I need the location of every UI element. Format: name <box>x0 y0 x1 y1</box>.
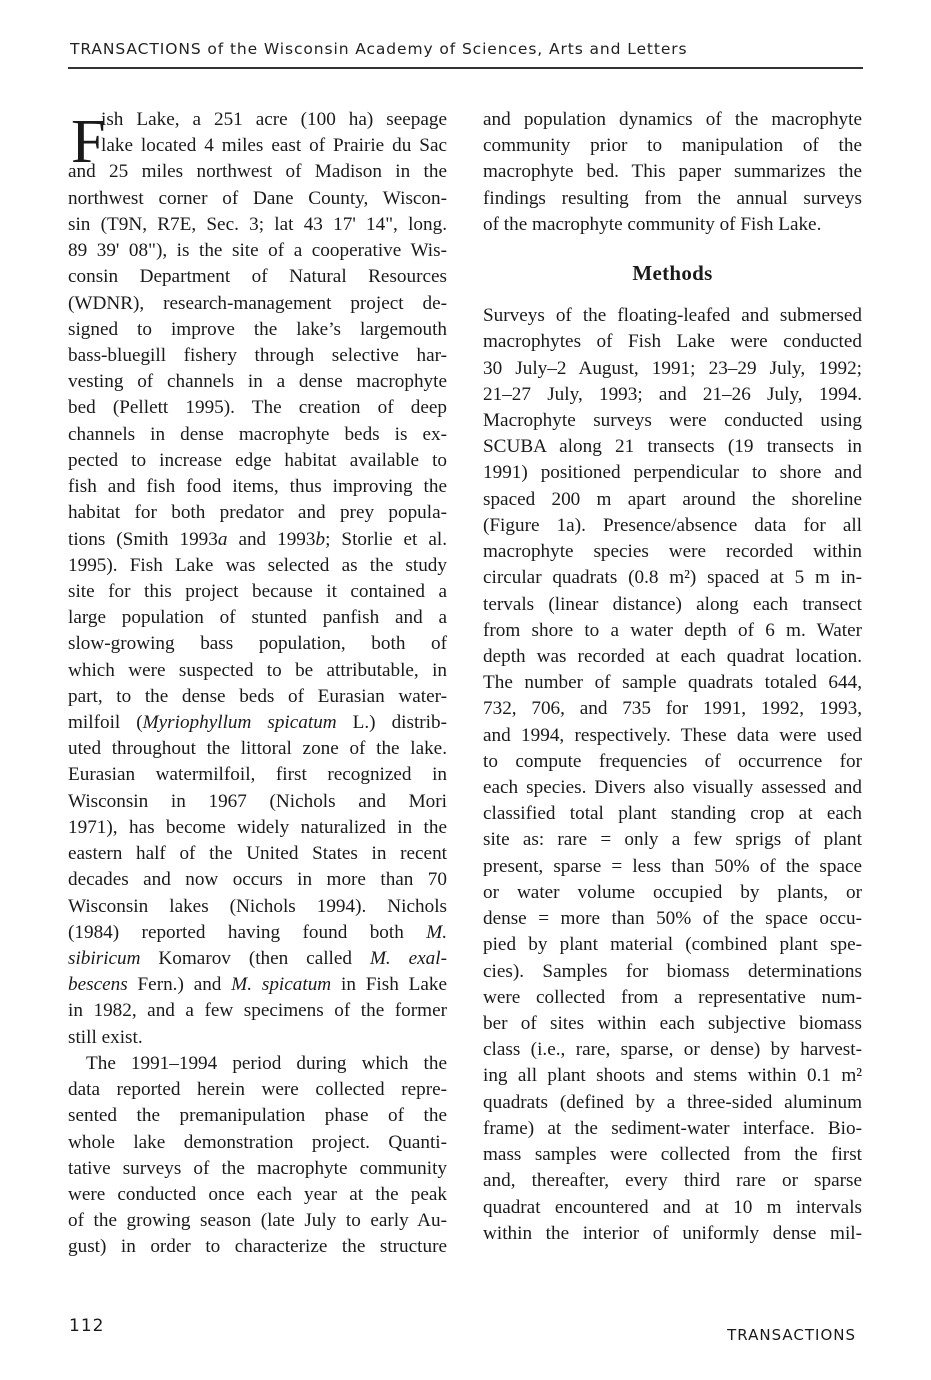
text-line: 1971), has become widely naturalized in the <box>68 816 447 838</box>
text-line <box>68 527 447 553</box>
text-line: and 25 miles northwest of Madison in the <box>68 161 447 183</box>
text-segment: milfoil ( <box>68 712 143 734</box>
methods-paragraph <box>483 303 862 1247</box>
text-line: ish Lake, a 251 acre (100 ha) seepage <box>101 109 447 130</box>
text-line: eastern half of the United States in recent <box>68 843 447 865</box>
text-line: tervals (linear distance) along each transect <box>483 593 862 615</box>
text-line: tative surveys of the macrophyte community <box>68 1157 447 1179</box>
text-line: lake located 4 miles east of Prairie du Sac <box>101 135 447 157</box>
text-line <box>68 920 447 946</box>
text-line: 21–27 July, 1993; and 21–26 July, 1994. <box>483 383 862 405</box>
text-line: community prior to manipulation of the <box>483 135 862 157</box>
text-line: classified total plant standing crop at each <box>483 803 862 825</box>
text-segment: tions (Smith 1993 <box>68 528 218 550</box>
text-line: Surveys of the floating-leafed and submersed <box>483 305 862 327</box>
text-line: findings resulting from the annual surveys <box>483 187 862 209</box>
text-line: pied by plant material (combined plant spe- <box>483 934 862 956</box>
text-line: decades and now occurs in more than 70 <box>68 869 447 891</box>
text-line: and population dynamics of the macrophyte <box>483 109 862 130</box>
text-line: Wisconsin lakes (Nichols 1994). Nichols <box>68 895 447 917</box>
text-line <box>68 710 447 736</box>
text-line: channels in dense macrophyte beds is ex- <box>68 423 447 445</box>
text-line: were conducted once each year at the peak <box>68 1183 447 1205</box>
text-segment: L.) distrib- <box>336 712 447 734</box>
text-line: 1995). Fish Lake was selected as the study <box>68 554 447 576</box>
text-line: northwest corner of Dane County, Wiscon- <box>68 187 447 209</box>
text-line: which were suspected to be attributable, in <box>68 659 447 681</box>
text-line: 732, 706, and 735 for 1991, 1992, 1993, <box>483 698 862 720</box>
text-line: The 1991–1994 period during which the <box>86 1052 447 1074</box>
drop-cap: F <box>71 108 106 176</box>
text-line: habitat for both predator and prey popula- <box>68 502 447 524</box>
italic-text: Myriophyllum spicatum <box>142 712 337 734</box>
italic-text: a <box>217 528 228 550</box>
text-line: (WDNR), research-management project de- <box>68 292 447 314</box>
italic-text: sibiricum <box>68 948 141 969</box>
left-column-body <box>68 107 447 1261</box>
paragraph <box>483 303 862 1247</box>
left-column <box>68 107 447 1261</box>
text-line: to compute frequencies of occurrence for <box>483 750 862 772</box>
text-line: of the macrophyte community of Fish Lake. <box>483 213 822 235</box>
text-line: quadrat encountered and at 10 m intervals <box>483 1196 862 1218</box>
text-line: were collected from a representative num- <box>483 986 862 1008</box>
text-line: circular quadrats (0.8 m²) spaced at 5 m in- <box>483 567 862 589</box>
text-line: fish and fish food items, thus improving the <box>68 476 447 498</box>
text-line: whole lake demonstration project. Quanti- <box>68 1131 447 1153</box>
running-head: TRANSACTIONS of the Wisconsin Academy of Sciences, Arts and Letters <box>70 40 688 58</box>
text-line: SCUBA along 21 transects (19 transects in <box>483 436 862 458</box>
text-line: dense = more than 50% of the space occu- <box>483 908 862 930</box>
text-segment: in Fish Lake <box>331 974 447 996</box>
text-line: pected to increase edge habitat available to <box>68 449 447 471</box>
text-line: part, to the dense beds of Eurasian water- <box>68 685 447 707</box>
methods-heading: Methods <box>632 261 713 286</box>
text-line: sin (T9N, R7E, Sec. 3; lat 43 17' 14", long. <box>68 213 447 235</box>
text-line: site for this project because it contained a <box>68 580 447 602</box>
text-segment: Fern.) and <box>127 974 232 996</box>
text-line <box>68 946 447 972</box>
paragraph <box>68 107 447 1051</box>
text-segment: (1984) reported having found both <box>68 921 427 943</box>
text-line: 30 July–2 August, 1991; 23–29 July, 1992; <box>483 357 862 379</box>
paragraph <box>68 1051 447 1261</box>
text-line: uted throughout the littoral zone of the lake. <box>68 738 447 760</box>
text-segment: Komarov (then called <box>140 948 370 969</box>
text-line: 1991) positioned perpendicular to shore and <box>483 462 862 484</box>
italic-text: M. <box>426 921 447 943</box>
text-line: bass-bluegill fishery through selective har- <box>68 344 447 366</box>
text-line: or water volume occupied by plants, or <box>483 881 862 903</box>
text-line: ing all plant shoots and stems within 0.1 m² <box>483 1065 862 1087</box>
text-line: still exist. <box>68 1026 143 1048</box>
text-line: macrophytes of Fish Lake were conducted <box>483 331 862 353</box>
text-line: from shore to a water depth of 6 m. Water <box>483 619 862 641</box>
text-line: and 1994, respectively. These data were used <box>483 724 862 746</box>
paragraph <box>483 107 862 238</box>
text-line: Macrophyte surveys were conducted using <box>483 409 862 431</box>
right-column <box>483 107 862 1247</box>
text-line: 89 39' 08"), is the site of a cooperative Wis- <box>68 240 447 262</box>
intro-paragraph <box>483 107 862 238</box>
text-line: each species. Divers also visually assessed and <box>483 777 862 799</box>
text-line: frame) at the sediment-water interface. Bio- <box>483 1117 862 1139</box>
text-line: macrophyte species were recorded within <box>483 541 862 563</box>
text-line: present, sparse = less than 50% of the space <box>483 855 862 877</box>
text-line: (Figure 1a). Presence/absence data for all <box>483 514 862 536</box>
text-line: class (i.e., rare, sparse, or dense) by harvest- <box>483 1039 862 1061</box>
text-line: in 1982, and a few specimens of the former <box>68 1000 447 1022</box>
text-line: gust) in order to characterize the structure <box>68 1236 447 1258</box>
journal-footer: TRANSACTIONS <box>727 1326 856 1344</box>
italic-text: M. spicatum <box>231 974 332 996</box>
page-number: 112 <box>69 1316 105 1336</box>
text-line: quadrats (defined by a three-sided aluminum <box>483 1091 862 1113</box>
text-segment: ; Storlie et al. <box>325 528 447 550</box>
text-line: spaced 200 m apart around the shoreline <box>483 488 862 510</box>
text-line: ber of sites within each subjective biomass <box>483 1013 862 1034</box>
header-rule <box>68 67 863 69</box>
text-line: of the growing season (late July to early Au- <box>68 1210 447 1232</box>
italic-text: bescens <box>68 974 128 996</box>
text-line: consin Department of Natural Resources <box>68 266 447 288</box>
text-line <box>68 972 447 998</box>
text-line: site as: rare = only a few sprigs of plant <box>483 829 862 851</box>
text-segment: and 1993 <box>227 528 316 550</box>
text-line: and, thereafter, every third rare or sparse <box>483 1170 862 1192</box>
text-line: The number of sample quadrats totaled 644, <box>483 672 862 694</box>
text-line: Eurasian watermilfoil, first recognized in <box>68 764 447 786</box>
text-line: bed (Pellett 1995). The creation of deep <box>68 397 447 419</box>
text-line: sented the premanipulation phase of the <box>68 1105 447 1127</box>
italic-text: b <box>315 528 326 550</box>
italic-text: M. exal- <box>369 948 447 969</box>
text-line: within the interior of uniformly dense mil- <box>483 1222 862 1244</box>
text-line: mass samples were collected from the first <box>483 1144 862 1166</box>
text-line: macrophyte bed. This paper summarizes the <box>483 161 862 183</box>
text-line: cies). Samples for biomass determinations <box>483 960 862 982</box>
text-line: vesting of channels in a dense macrophyte <box>68 371 447 393</box>
text-line: slow-growing bass population, both of <box>68 633 447 655</box>
text-line: depth was recorded at each quadrat location. <box>483 645 862 667</box>
text-line: Wisconsin in 1967 (Nichols and Mori <box>68 790 447 812</box>
text-line: large population of stunted panfish and a <box>68 607 447 629</box>
text-line: signed to improve the lake’s largemouth <box>68 318 447 340</box>
text-line: data reported herein were collected repre- <box>68 1079 447 1101</box>
